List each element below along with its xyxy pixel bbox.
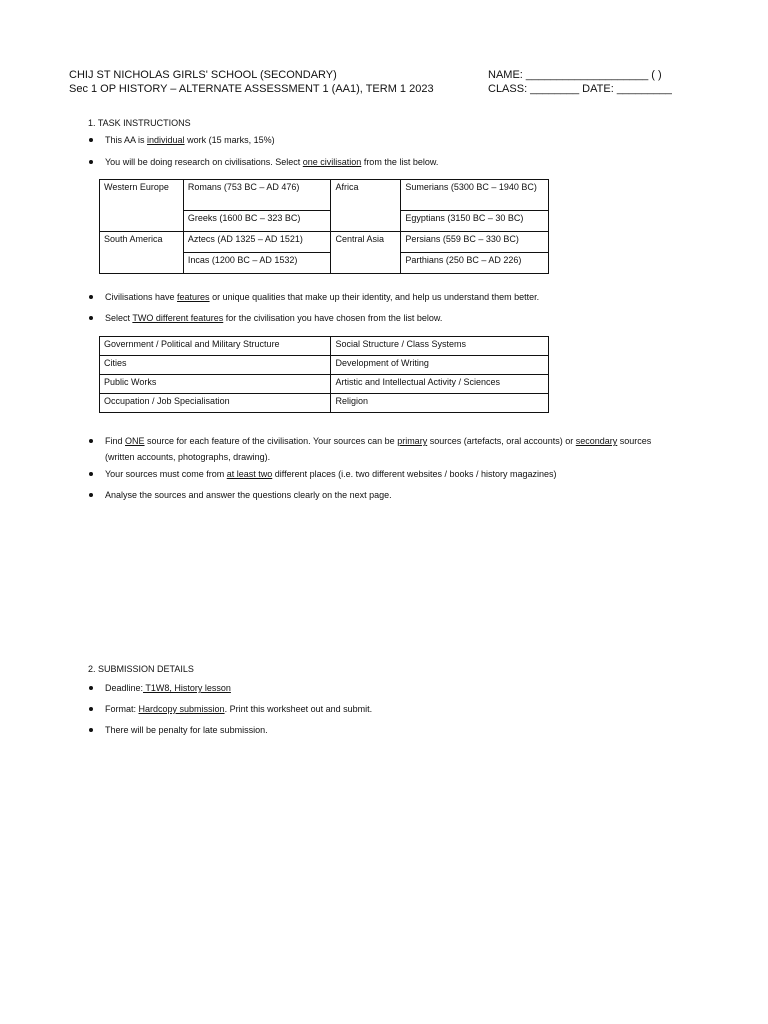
deadline: Deadline: T1W8, History lesson (105, 683, 231, 693)
bullet-icon (89, 160, 93, 164)
civilisation-cell: Romans (753 BC – AD 476) (183, 180, 331, 211)
feature-cell: Religion (331, 394, 549, 413)
instruction-find-sources-cont: (written accounts, photographs, drawing). (105, 452, 271, 462)
bullet-icon (89, 728, 93, 732)
instruction-select-civilisation: You will be doing research on civilisations. Select one civilisation from the list below. (105, 157, 439, 167)
bullet-icon (89, 316, 93, 320)
format: Format: Hardcopy submission. Print this worksheet out and submit. (105, 704, 373, 714)
instruction-analyse: Analyse the sources and answer the questions clearly on the next page. (105, 490, 392, 500)
region-cell: Western Europe (100, 180, 184, 232)
bullet-icon (89, 686, 93, 690)
class-date-field: CLASS: ________ DATE: _________ (488, 83, 672, 95)
civilisation-cell: Greeks (1600 BC – 323 BC) (183, 211, 331, 232)
feature-cell: Artistic and Intellectual Activity / Sciences (331, 375, 549, 394)
civilisation-cell: Persians (559 BC – 330 BC) (401, 232, 549, 253)
bullet-icon (89, 138, 93, 142)
school-name: CHIJ ST NICHOLAS GIRLS' SCHOOL (SECONDARY) (69, 69, 337, 81)
table-row (100, 232, 549, 253)
section-heading-task-instructions: 1. TASK INSTRUCTIONS (88, 118, 191, 128)
instruction-find-sources: Find ONE source for each feature of the civilisation. Your sources can be primary sources (artefacts, oral accounts) or secondary sources (105, 436, 652, 446)
region-cell: South America (100, 232, 184, 274)
section-heading-submission: 2. SUBMISSION DETAILS (88, 664, 194, 674)
bullet-icon (89, 472, 93, 476)
civilisation-table (99, 179, 549, 274)
feature-cell: Cities (100, 356, 331, 375)
region-cell: Africa (331, 180, 401, 232)
feature-cell: Government / Political and Military Structure (100, 337, 331, 356)
feature-cell: Development of Writing (331, 356, 549, 375)
name-field: NAME: ____________________ ( ) (488, 69, 662, 81)
civilisation-cell: Parthians (250 BC – AD 226) (401, 253, 549, 274)
bullet-icon (89, 439, 93, 443)
bullet-icon (89, 707, 93, 711)
table-row (100, 180, 549, 211)
assessment-title: Sec 1 OP HISTORY – ALTERNATE ASSESSMENT 1 (AA1), TERM 1 2023 (69, 83, 434, 95)
bullet-icon (89, 493, 93, 497)
table-row (100, 356, 549, 375)
bullet-icon (89, 295, 93, 299)
late-penalty: There will be penalty for late submission. (105, 725, 268, 735)
region-cell: Central Asia (331, 232, 401, 274)
instruction-individual-work: This AA is individual work (15 marks, 15%) (105, 135, 275, 145)
instruction-features: Civilisations have features or unique qualities that make up their identity, and help us understand them better. (105, 292, 540, 302)
feature-cell: Social Structure / Class Systems (331, 337, 549, 356)
civilisation-cell: Egyptians (3150 BC – 30 BC) (401, 211, 549, 232)
features-table (99, 336, 549, 413)
feature-cell: Occupation / Job Specialisation (100, 394, 331, 413)
civilisation-cell: Aztecs (AD 1325 – AD 1521) (183, 232, 331, 253)
civilisation-cell: Sumerians (5300 BC – 1940 BC) (401, 180, 549, 211)
table-row (100, 394, 549, 413)
civilisation-cell: Incas (1200 BC – AD 1532) (183, 253, 331, 274)
table-row (100, 337, 549, 356)
feature-cell: Public Works (100, 375, 331, 394)
table-row (100, 375, 549, 394)
instruction-select-features: Select TWO different features for the civilisation you have chosen from the list below. (105, 313, 443, 323)
instruction-two-places: Your sources must come from at least two different places (i.e. two different websites / books / history magazines) (105, 469, 557, 479)
